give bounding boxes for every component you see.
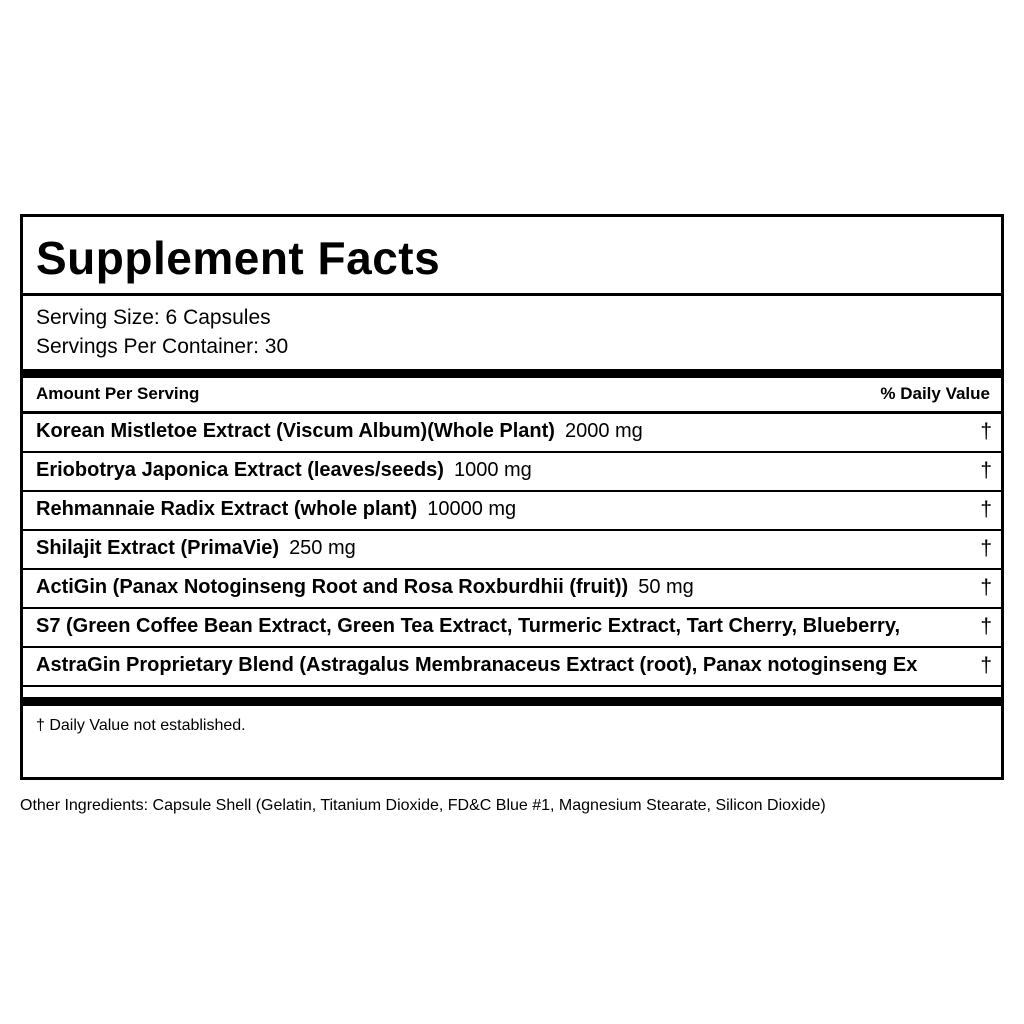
ingredient-row — [23, 414, 1001, 453]
daily-value-footnote: † Daily Value not established. — [36, 717, 246, 734]
ingredient-name: ActiGin (Panax Notoginseng Root and Rosa Roxburdhii (fruit)) — [36, 576, 629, 598]
ingredient-row — [23, 609, 1001, 648]
ingredient-name: Rehmannaie Radix Extract (whole plant) — [36, 498, 418, 520]
servings-per-container: Servings Per Container: 30 — [36, 335, 289, 358]
thick-divider — [23, 369, 1001, 378]
daily-value-header: % Daily Value — [880, 384, 990, 403]
other-ingredients: Other Ingredients: Capsule Shell (Gelatin, Titanium Dioxide, FD&C Blue #1, Magnesium Stearate, Silicon Dioxide) — [20, 797, 826, 814]
dagger-mark: † — [980, 576, 992, 599]
serving-size: Serving Size: 6 Capsules — [36, 306, 271, 329]
ingredient-name: Eriobotrya Japonica Extract (leaves/seeds) — [36, 459, 444, 481]
dagger-mark: † — [980, 654, 992, 677]
ingredient-row — [23, 531, 1001, 570]
ingredient-row — [23, 648, 1001, 687]
ingredient-row — [23, 492, 1001, 531]
ingredient-amount: 2000 mg — [564, 420, 643, 442]
thick-divider — [23, 697, 1001, 706]
divider — [23, 293, 1001, 296]
dagger-mark: † — [980, 615, 992, 638]
amount-per-serving-header: Amount Per Serving — [36, 384, 200, 403]
ingredient-row — [23, 453, 1001, 492]
dagger-mark: † — [980, 498, 992, 521]
dagger-mark: † — [980, 420, 992, 443]
supplement-facts-panel — [20, 214, 1004, 780]
ingredient-name: Korean Mistletoe Extract (Viscum Album)(Whole Plant) — [36, 420, 555, 442]
ingredient-amount: 1000 mg — [453, 459, 532, 481]
dagger-mark: † — [980, 459, 992, 482]
ingredient-amount: 50 mg — [638, 576, 694, 598]
ingredient-amount: 10000 mg — [427, 498, 517, 520]
ingredient-name: S7 (Green Coffee Bean Extract, Green Tea Extract, Turmeric Extract, Tart Cherry, Blueberry, — [36, 615, 901, 637]
dagger-mark: † — [980, 537, 992, 560]
ingredient-amount: 250 mg — [289, 537, 356, 559]
ingredient-row — [23, 570, 1001, 609]
ingredient-name: AstraGin Proprietary Blend (Astragalus Membranaceus Extract (root), Panax notoginseng Ex — [36, 654, 918, 676]
row-divider — [23, 685, 1001, 687]
panel-title: Supplement Facts — [36, 232, 441, 284]
ingredient-name: Shilajit Extract (PrimaVie) — [36, 537, 280, 559]
